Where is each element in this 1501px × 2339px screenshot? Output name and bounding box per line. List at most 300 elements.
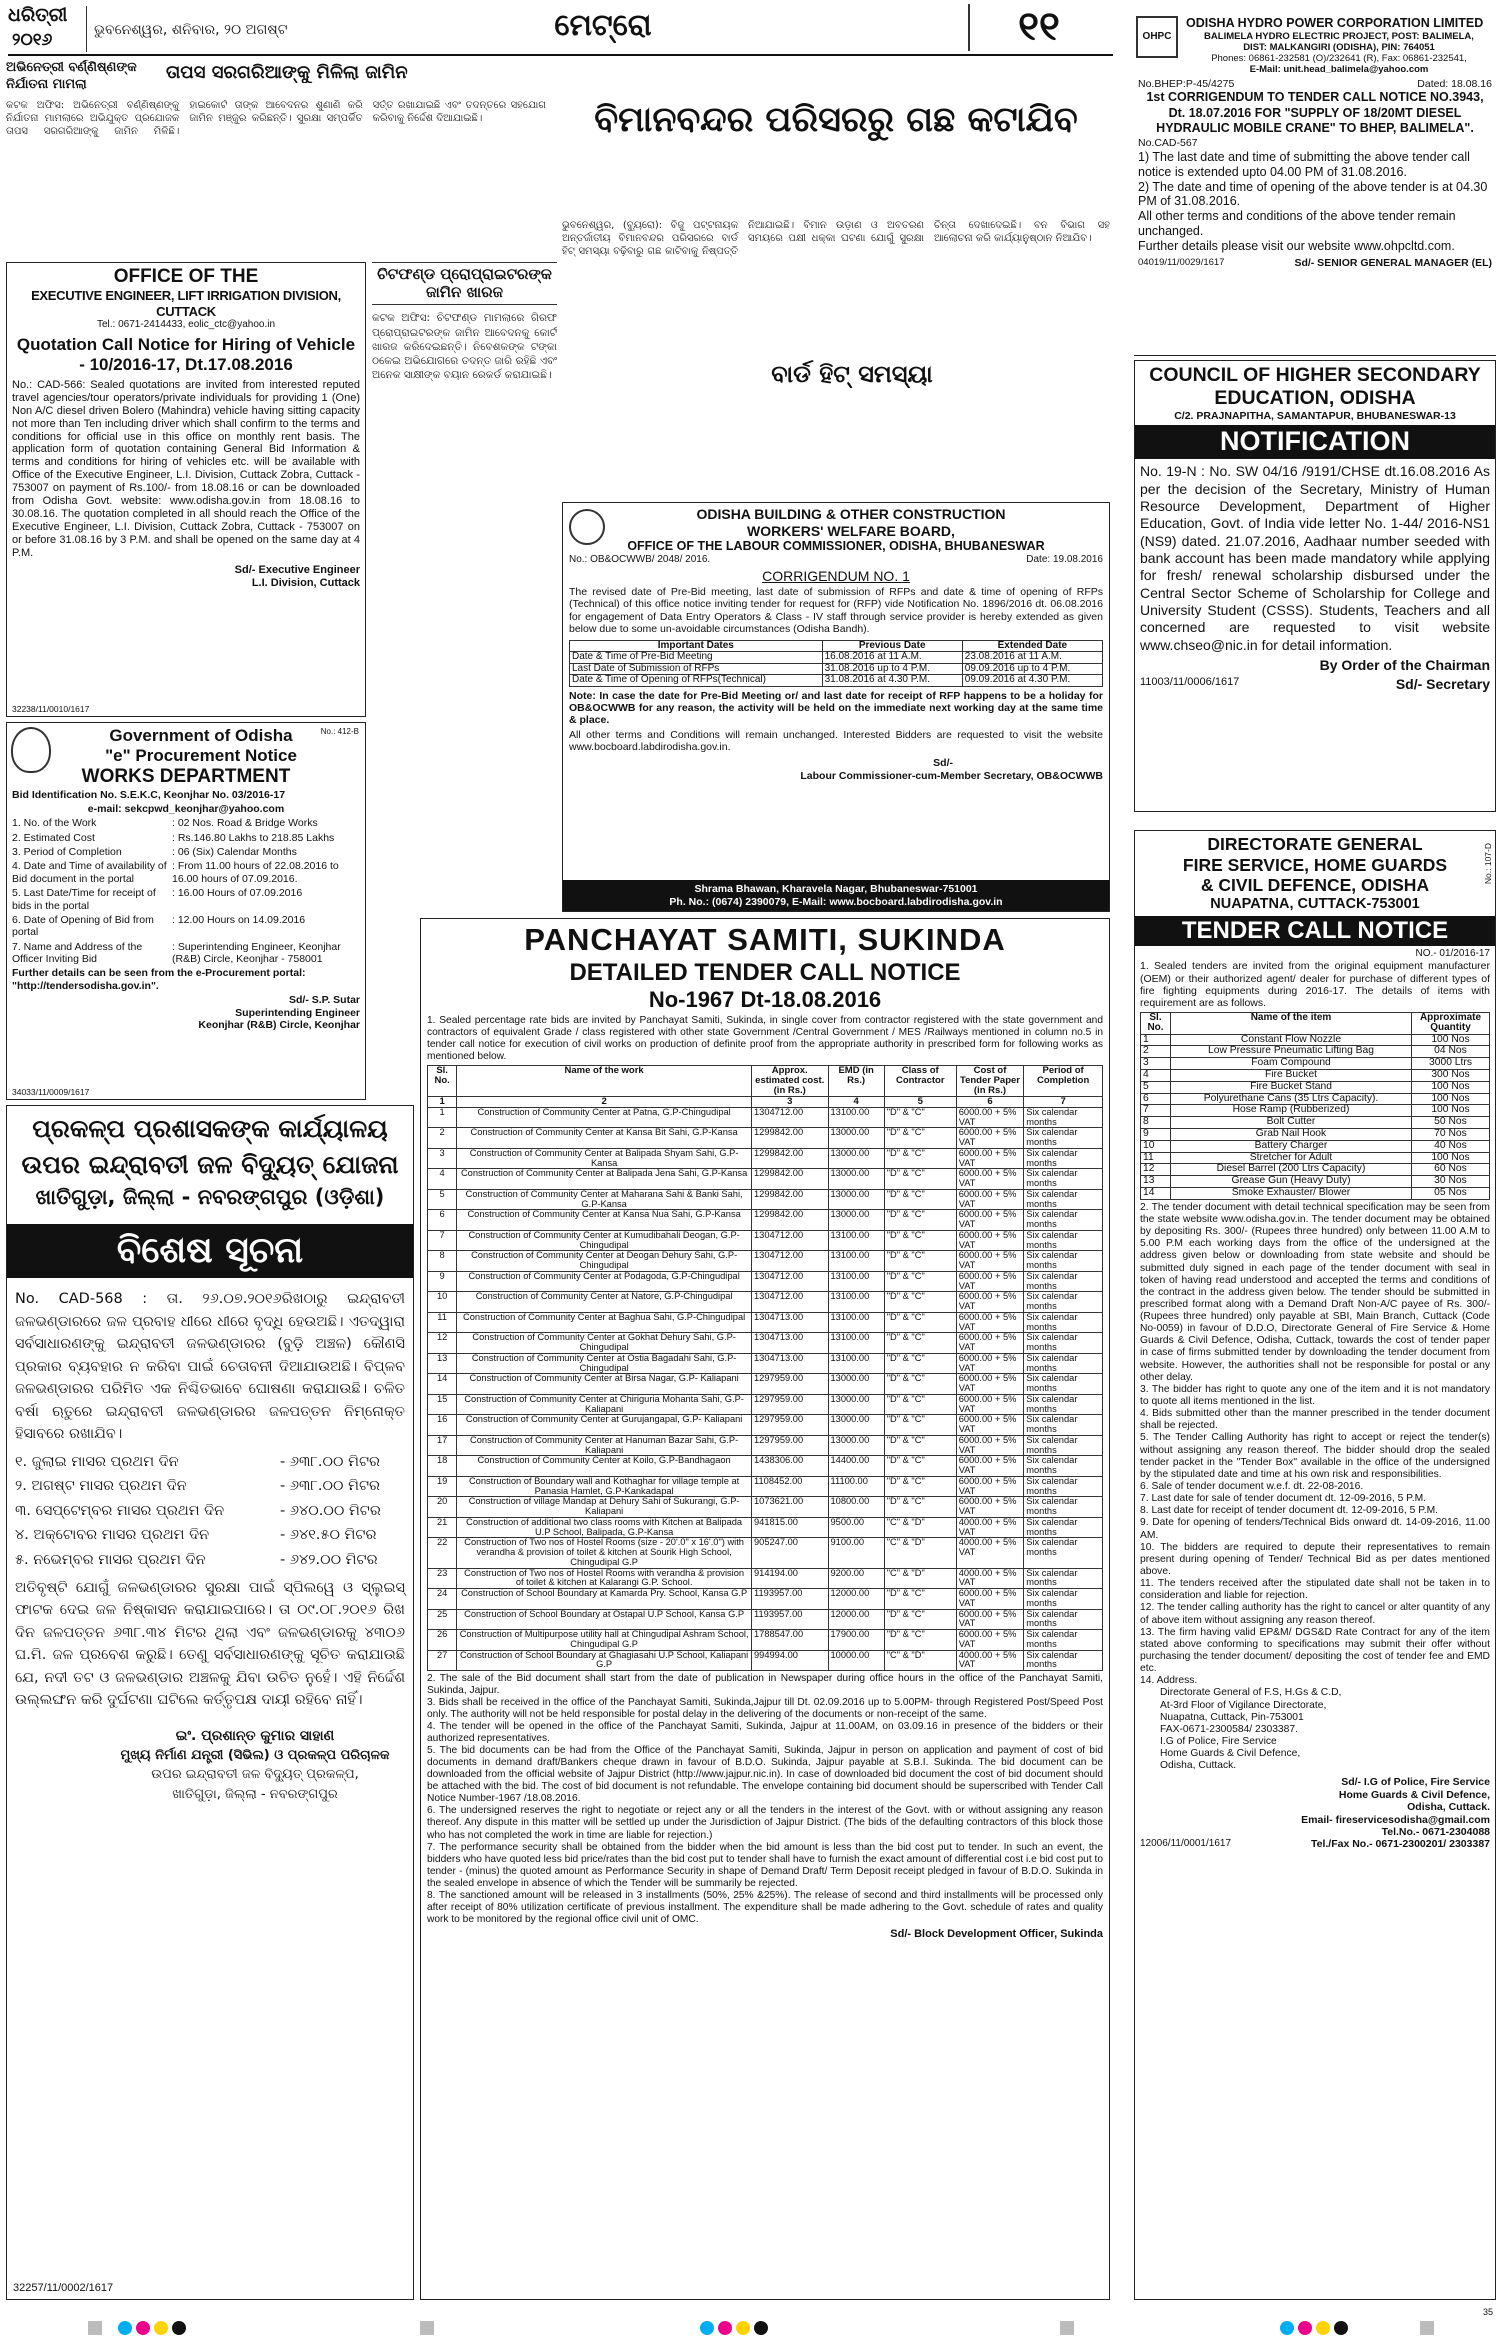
table-cell: Construction of Community Center at Maharana Sahi & Banki Sahi, G.P-Kansa — [457, 1189, 752, 1210]
works-table — [427, 1065, 1103, 1671]
ad-footer: Further details can be seen from the e-Procurement portal: "http://tendersodisha.gov.in". — [12, 967, 306, 992]
story-headline: ତାପସ ସରଗରିଆଙ୍କୁ ମିଳିଲା ଜାମିନ — [166, 62, 408, 83]
clause: 4. Bids submitted other than the manner prescribed in the tender document shall be rejected. — [1140, 1408, 1490, 1432]
section-title: ମେଟ୍ରୋ — [554, 8, 652, 43]
table-cell: 4 — [428, 1169, 457, 1190]
table-cell: Six calendar months — [1024, 1333, 1103, 1354]
table-cell: 11 — [428, 1312, 457, 1333]
ad-code: 32257/11/0002/1617 — [13, 2282, 114, 2295]
table-cell: 4000.00 + 5% VAT — [956, 1538, 1024, 1568]
table-cell: 6000.00 + 5% VAT — [956, 1169, 1024, 1190]
table-cell: 9500.00 — [828, 1517, 884, 1538]
table-cell: 17 — [428, 1435, 457, 1456]
table-cell: Six calendar months — [1024, 1415, 1103, 1436]
table-cell: 31.08.2016 at 4.30 P.M. — [822, 675, 962, 687]
ad-heading: ODISHA HYDRO POWER CORPORATION LIMITED — [1186, 16, 1484, 30]
table-row — [1141, 1081, 1490, 1093]
table-cell: 994994.00 — [752, 1650, 829, 1671]
table-cell: 3 — [1141, 1058, 1171, 1070]
table-cell: 1438306.00 — [752, 1456, 829, 1477]
ad-number: No.BHEP:P-45/4275 — [1138, 77, 1235, 90]
ad-e-procurement — [6, 722, 366, 1100]
table-cell: "C" & "D" — [884, 1568, 956, 1589]
ad-note: Note: In case the date for Pre-Bid Meeting or/ and last date for receipt of RFP happens to be a holiday for OB&OCWWB for any reason, the activity will be held on the immediate next working day at the same time & place. — [569, 689, 1103, 727]
table-cell: "D" & "C" — [884, 1148, 956, 1169]
table-row — [428, 1609, 1103, 1630]
table-cell: 6000.00 + 5% VAT — [956, 1394, 1024, 1415]
table-header: Important Dates — [570, 640, 823, 652]
table-cell: 1297959.00 — [752, 1435, 829, 1456]
ad-code: 34033/11/0009/1617 — [12, 1086, 90, 1097]
table-cell: 40 Nos — [1412, 1140, 1490, 1152]
table-cell: 4000.00 + 5% VAT — [956, 1650, 1024, 1671]
ad-heading-2: WORKERS' WELFARE BOARD, — [747, 522, 955, 539]
table-cell: 6000.00 + 5% VAT — [956, 1609, 1024, 1630]
ad-number: No.: OB&OCWWB/ 2048/ 2016. — [569, 553, 711, 565]
table-cell: 12 — [1141, 1164, 1171, 1176]
table-cell: Six calendar months — [1024, 1374, 1103, 1395]
table-cell: 13100.00 — [828, 1312, 884, 1333]
ad-lift-irrigation — [6, 262, 366, 717]
level-label: ୪. ଅକ୍ଟୋବର ମାସର ପ୍ରଥମ ଦିନ — [15, 1527, 210, 1544]
ad-bid-id: Bid Identification No. S.E.K.C, Keonjhar No. 03/2016-17 — [12, 788, 286, 801]
ad-signatory-office: L.I. Division, Cuttack — [251, 577, 360, 590]
ad-ohpc — [1134, 14, 1496, 356]
table-cell: 13100.00 — [828, 1230, 884, 1251]
table-cell: 13 — [1141, 1176, 1171, 1188]
address-line: Home Guards & Civil Defence, — [1160, 1748, 1301, 1760]
table-cell: 20 — [428, 1497, 457, 1518]
items-table — [1140, 1012, 1490, 1200]
table-cell: Construction of Community Center at Hanuman Bazar Sahi, G.P- Kaliapani — [457, 1435, 752, 1456]
table-cell: 11100.00 — [828, 1476, 884, 1497]
ad-code: 12006/11/0001/1617 — [1140, 1838, 1232, 1850]
table-cell: 25 — [428, 1609, 457, 1630]
table-header: Sl. No. — [428, 1065, 457, 1096]
detail-key: 7. Name and Address of the Officer Inviting Bid — [12, 940, 143, 965]
table-cell: 13000.00 — [828, 1435, 884, 1456]
ad-banner: TENDER CALL NOTICE — [1135, 916, 1495, 946]
level-value: - ୬୪୦.୦୦ ମିଟର — [280, 1502, 381, 1519]
ad-body: No. CAD-568 : ତା. ୨୬.୦୭.୨୦୧୬ରିଖଠାରୁ ଇନ୍ଦ୍ରାବତୀ ଜଳଭଣ୍ଡାରରେ ଜଳ ପ୍ରବାହ ଧୀରେ ଧୀରେ ବୃଦ୍ଧି ହେଉଅଛି। ଏତଦ୍ୱାରା ସର୍ବସାଧାରଣଙ୍କୁ ଇନ୍ଦ୍ରାବତୀ ଜଳଭଣ୍ଡାରର (ବୁଡ଼ି ଅଞ୍ଚଳ) କୌଣସି ପ୍ରକାର ବ୍ୟବହାର ନ କରିବା ପାଇଁ ଚେତାବନୀ ଦିଆଯାଉଅଛି। ବିପ୍ଳବ ଜଳଭଣ୍ଡାରର ପରିମିତ ଏକ ନିଶ୍ଚିତଭାବେ ଘୋଷଣା କରାଯାଉଛି। ଚଳିତ ବର୍ଷା ଋତୁରେ ଇନ୍ଦ୍ରାବତୀ ଜଳଭଣ୍ଡାରର ଜଳପତ୍ତନ ନିମ୍ନୋକ୍ତ ହିସାବରେ ରଖାଯିବ। — [15, 1291, 405, 1443]
ad-signatory-desig: ମୁଖ୍ୟ ନିର୍ମାଣ ଯନ୍ତ୍ରୀ (ସିଭିଲ) ଓ ପ୍ରକଳ୍ପ ପରିଚାଳକ — [120, 1748, 390, 1764]
ad-title: 1st CORRIGENDUM TO TENDER CALL NOTICE NO.3943, Dt. 18.07.2016 FOR "SUPPLY OF 18/20MT DIESEL HYDRAULIC MOBILE CRANE" TO BHEP, BALIMELA". — [1146, 89, 1484, 136]
table-cell: 13000.00 — [828, 1189, 884, 1210]
story-headline: ଚିଟଫଣ୍ଡ ପ୍ରୋପ୍ରାଇଟରଙ୍କ ଜାମିନ ଖାରଜ — [372, 262, 557, 305]
table-cell: Six calendar months — [1024, 1312, 1103, 1333]
table-cell: "D" & "C" — [884, 1333, 956, 1354]
ad-signatory: ଇଂ. ପ୍ରଶାନ୍ତ କୁମାର ସାହାଣ — [175, 1727, 335, 1744]
table-cell: Construction of Community Center at Chiriguria Mohanta Sahi, G.P- Kaliapani — [457, 1394, 752, 1415]
address-line: Odisha, Cuttack. — [1160, 1760, 1237, 1772]
table-cell: "D" & "C" — [884, 1589, 956, 1610]
ad-district: DIST: MALKANGIRI (ODISHA), PIN: 764051 — [1243, 41, 1435, 53]
table-cell: 10 — [428, 1292, 457, 1313]
table-cell: Construction of additional two class rooms with Kitchen at Balipada U.P School, Balipada, G.P-Kansa — [457, 1517, 752, 1538]
water-levels — [7, 1446, 413, 1577]
table-cell: "D" & "C" — [884, 1435, 956, 1456]
ad-note-2: All other terms and Conditions will remain unchanged. Interested Bidders are requested to visit the website www.bocboard.labdirodisha.gov.in. — [569, 728, 1103, 754]
clause: 7. Last date for sale of tender document dt. 12-09-2016, 5 P.M. — [1140, 1493, 1427, 1505]
ad-point-2: 2) The date and time of opening of the above tender is at 04.30 PM of 31.08.2016. — [1138, 179, 1488, 209]
table-cell: 12 — [428, 1333, 457, 1354]
table-row — [428, 1630, 1103, 1651]
detail-value: : Superintending Engineer, Keonjhar (R&B) Circle, Keonjhar - 758001 — [172, 940, 341, 965]
table-cell: Construction of Community Center at Gokhat Dehury Sahi, G.P-Chingudipal — [457, 1333, 752, 1354]
table-cell: Construction of School Boundary at Kamarda Pry. School, Kansa G.P — [457, 1589, 752, 1610]
ad-signatory-place: ଖାତିଗୁଡ଼ା, ଜିଲ୍ଲା - ନବରଙ୍ଗପୁର — [172, 1786, 338, 1802]
table-cell: 30 Nos — [1412, 1176, 1490, 1188]
clause: 6. Sale of tender document w.e.f. dt. 22-08-2016. — [1140, 1481, 1364, 1493]
ad-department: WORKS DEPARTMENT — [81, 766, 291, 788]
table-cell: Six calendar months — [1024, 1271, 1103, 1292]
table-cell: "D" & "C" — [884, 1394, 956, 1415]
table-header: Name of the item — [1171, 1012, 1412, 1034]
table-cell: "D" & "C" — [884, 1189, 956, 1210]
detail-key: 6. Date of Opening of Bid from portal — [12, 913, 154, 939]
table-cell: 13100.00 — [828, 1353, 884, 1374]
table-cell: "D" & "C" — [884, 1271, 956, 1292]
table-row — [428, 1128, 1103, 1149]
table-cell: Six calendar months — [1024, 1210, 1103, 1231]
table-cell: 11 — [1141, 1152, 1171, 1164]
clause: 2. The sale of the Bid document shall start from the date of publication in Newspaper during office hours in the office of the Panchayat Samiti, Sukinda, Jajpur. — [427, 1673, 1103, 1697]
table-header: Previous Date — [822, 640, 962, 652]
table-cell: 6 — [428, 1210, 457, 1231]
table-cell: 7 — [1141, 1105, 1171, 1117]
table-cell: 1108452.00 — [752, 1476, 829, 1497]
table-row — [428, 1210, 1103, 1231]
ad-heading: PANCHAYAT SAMITI, SUKINDA — [524, 922, 1006, 957]
table-row — [428, 1333, 1103, 1354]
ad-heading-2: FIRE SERVICE, HOME GUARDS — [1182, 854, 1448, 875]
table-cell: Construction of Community Center at Ostia Bagadahi Sahi, G.P-Chingudipal — [457, 1353, 752, 1374]
table-cell: 1304712.00 — [752, 1271, 829, 1292]
table-cell: "D" & "C" — [884, 1476, 956, 1497]
table-cell: 1073621.00 — [752, 1497, 829, 1518]
table-cell: 13000.00 — [828, 1210, 884, 1231]
table-header: 4 — [828, 1096, 884, 1107]
detail-value: : 16.00 Hours of 07.09.2016 — [172, 887, 303, 900]
table-header: Approx. estimated cost. (in Rs.) — [752, 1065, 829, 1096]
ad-signatory: Sd/- S.P. Sutar — [289, 994, 360, 1007]
paper-logo: ଧରିତ୍ରୀ — [8, 4, 68, 26]
table-row — [1141, 1152, 1490, 1164]
table-cell: Construction of Community Center at Koilo, G.P-Bandhagaon — [457, 1456, 752, 1477]
ad-date: Dated: 18.08.16 — [1417, 77, 1492, 90]
issue-date: ଭୁବନେଶ୍ୱର, ଶନିବାର, ୨୦ ଅଗଷ୍ଟ — [94, 22, 288, 38]
table-row — [1141, 1070, 1490, 1082]
table-cell: Construction of Community Center at Baghua Sahi, G.P-Chingudipal — [457, 1312, 752, 1333]
clause: 8. The sanctioned amount will be released in 3 installments (50%, 25% &25%). The release of second and third installments will be processed only after receipt of 80% utilization certificate of previous installment. The expenditure shall be made adhering to the Govt. schedule of rates and quality work to be monitored by the regional office civil unit of OMC. — [427, 1889, 1103, 1925]
ad-signatory: Sd/- Block Development Officer, Sukinda — [890, 1927, 1103, 1940]
table-header: Approximate Quantity — [1412, 1012, 1490, 1034]
table-cell: 6000.00 + 5% VAT — [956, 1189, 1024, 1210]
table-cell: 6000.00 + 5% VAT — [956, 1476, 1024, 1497]
ad-email: e-mail: sekcpwd_keonjhar@yahoo.com — [87, 802, 285, 815]
table-cell: Construction of Boundary wall and Kothaghar for village temple at Panasia Hamlet, G.P-Kankadapal — [457, 1476, 752, 1497]
table-row — [428, 1650, 1103, 1671]
table-cell: "C" & "D" — [884, 1517, 956, 1538]
table-cell: 9 — [428, 1271, 457, 1292]
table-cell: 6000.00 + 5% VAT — [956, 1589, 1024, 1610]
table-cell: Construction of Community Center at Kumudibahali Deogan, G.P-Chingudipal — [457, 1230, 752, 1251]
clause: 13. The firm having valid EP&M/ DGS&D Rate Contract for any of the item stated above conforming to specifications may submit their offer without purchasing the tender document/ depositing the cost of tender fee and EMD etc. — [1140, 1626, 1490, 1675]
table-cell: 1299842.00 — [752, 1148, 829, 1169]
table-cell: 24 — [428, 1589, 457, 1610]
table-row — [1141, 1034, 1490, 1046]
table-row — [428, 1271, 1103, 1292]
story-body: ଭୁବନେଶ୍ୱର, (ବ୍ୟୁରୋ): ବିଜୁ ପଟ୍ଟନାୟକ ଅନ୍ତର୍ଜାତୀୟ ବିମାନବନ୍ଦର ପରିସରରେ ବାର୍ଡ ହିଟ୍ ସମସ୍ୟା ବଢ଼ିବାରୁ ଗଛ କାଟିବାକୁ ନିଷ୍ପତ୍ତି ନିଆଯାଇଛି। ବିମାନ ଉଡ଼ାଣ ଓ ଅବତରଣ ସମୟରେ ପକ୍ଷୀ ଧକ୍କା ଘଟଣା ଯୋଗୁଁ ସୁରକ୍ଷା ଚିନ୍ତା ଦେଖାଦେଇଛି। ବନ ବିଭାଗ ସହ ଆଲୋଚନା କରି କାର୍ଯ୍ୟାନୁଷ୍ଠାନ ନିଆଯିବ। — [562, 220, 1110, 257]
table-cell: 6000.00 + 5% VAT — [956, 1333, 1024, 1354]
table-header: Period of Completion — [1024, 1065, 1103, 1096]
odisha-emblem-icon — [11, 727, 51, 773]
ad-gov: Government of Odisha — [109, 726, 293, 745]
table-cell: 10000.00 — [828, 1650, 884, 1671]
table-cell: "D" & "C" — [884, 1312, 956, 1333]
table-cell: Construction of Two nos of Hostel Rooms (size - 20'.0" x 16'.0") with verandha & provision of toilet & kitchen at Sourik High School, Chingudipal G.P — [457, 1538, 752, 1568]
ad-body-2: ଅତିବୃଷ୍ଟି ଯୋଗୁଁ ଜଳଭଣ୍ଡାରର ସୁରକ୍ଷା ପାଇଁ ସ୍ପିଲୱେ ଓ ସ୍ଲୁଇସ୍ ଫାଟକ ଦେଇ ଜଳ ନିଷ୍କାସନ କରାଯାଇପାରେ। ତା ୦୯.୦୮.୨୦୧୬ ରିଖ ଦିନ ଜଳପତ୍ତନ ୬୩୮.୩୪ ମିଟର ଥିଲା ଏବଂ ଜଳଭଣ୍ଡାରକୁ ୪୩୦୬ ଘ.ମି. ଜଳ ପ୍ରବେଶ କରୁଛି। ତେଣୁ ସର୍ବସାଧାରଣଙ୍କୁ ସୂଚିତ କରାଯାଉଛି ଯେ, ନଦୀ ତଟ ଓ ଜଳଭଣ୍ଡାର ଅଞ୍ଚଳକୁ ଯିବା ଉଚିତ ନୁହେଁ। ଏହି ନିର୍ଦ୍ଦେଶ ଉଲ୍ଲଙ୍ଘନ କରି ଦୁର୍ଘଟଣା ଘଟିଲେ କର୍ତ୍ତୃପକ୍ଷ ଦାୟୀ ରହିବେ ନାହିଁ। — [15, 1579, 405, 1709]
table-cell: 1297959.00 — [752, 1374, 829, 1395]
ad-signatory: Sd/- — [933, 757, 953, 770]
page-number: ୧୧ — [968, 4, 1108, 51]
news-story-airport — [562, 60, 1110, 500]
ad-number: No.: 412-B — [320, 727, 359, 736]
table-cell: 6000.00 + 5% VAT — [956, 1251, 1024, 1272]
table-row — [1141, 1164, 1490, 1176]
table-row — [428, 1230, 1103, 1251]
table-cell: 6000.00 + 5% VAT — [956, 1107, 1024, 1128]
table-cell: Construction of School Boundary at Ghagiasahi U.P School, Kaliapani G.P — [457, 1650, 752, 1671]
table-cell: 14400.00 — [828, 1456, 884, 1477]
table-cell: Six calendar months — [1024, 1128, 1103, 1149]
table-cell: Polyurethane Cans (35 Ltrs Capacity). — [1171, 1093, 1412, 1105]
table-cell: Six calendar months — [1024, 1650, 1103, 1671]
table-cell: 6 — [1141, 1093, 1171, 1105]
ad-heading: ODISHA BUILDING & OTHER CONSTRUCTION — [696, 506, 1006, 522]
ad-code: 32238/11/0010/1617 — [12, 703, 90, 714]
ad-clauses — [1140, 1202, 1490, 1688]
ad-chse — [1134, 360, 1496, 812]
table-cell: 23 — [428, 1568, 457, 1589]
table-cell: 70 Nos — [1412, 1129, 1490, 1141]
table-cell: Last Date of Submission of RFPs — [570, 663, 823, 675]
ad-signatory-2: Home Guards & Civil Defence, — [1338, 1788, 1490, 1801]
table-cell: 27 — [428, 1650, 457, 1671]
table-cell: 13000.00 — [828, 1169, 884, 1190]
table-cell: 4000.00 + 5% VAT — [956, 1568, 1024, 1589]
table-cell: Six calendar months — [1024, 1353, 1103, 1374]
table-cell: 9200.00 — [828, 1568, 884, 1589]
table-cell: 12000.00 — [828, 1589, 884, 1610]
ad-telfax: Tel./Fax No.- 0671-2300201/ 2303387 — [1310, 1838, 1490, 1851]
ad-code: 11003/11/0006/1617 — [1140, 675, 1240, 688]
table-row — [428, 1415, 1103, 1436]
ad-office: OFFICE OF THE LABOUR COMMISSIONER, ODISHA, BHUBANESWAR — [627, 539, 1045, 554]
table-cell: Six calendar months — [1024, 1609, 1103, 1630]
table-cell: 6000.00 + 5% VAT — [956, 1497, 1024, 1518]
table-cell: 6000.00 + 5% VAT — [956, 1230, 1024, 1251]
table-cell: 2 — [428, 1128, 457, 1149]
detail-key: 2. Estimated Cost — [12, 831, 95, 844]
detail-value: : 06 (Six) Calendar Months — [172, 846, 297, 858]
table-cell: 6000.00 + 5% VAT — [956, 1630, 1024, 1651]
clause: 12. The tender calling authority has the right to cancel or alter quantity of any of above item without assigning any reason thereof. — [1140, 1602, 1490, 1626]
table-cell: 13100.00 — [828, 1107, 884, 1128]
table-cell: Six calendar months — [1024, 1251, 1103, 1272]
table-cell: 10800.00 — [828, 1497, 884, 1518]
ad-signatory-office: ଉପର ଇନ୍ଦ୍ରାବତୀ ଜଳ ବିଦ୍ୟୁତ୍ ପ୍ରକଳ୍ପ, — [151, 1767, 359, 1783]
table-cell: "D" & "C" — [884, 1630, 956, 1651]
ad-date: Date: 19.08.2016 — [1026, 553, 1103, 565]
detail-value: : Rs.146.80 Lakhs to 218.85 Lakhs — [172, 831, 335, 844]
table-cell: 6000.00 + 5% VAT — [956, 1456, 1024, 1477]
board-seal-icon — [569, 509, 605, 545]
table-cell: 1299842.00 — [752, 1128, 829, 1149]
table-row — [428, 1353, 1103, 1374]
table-cell: Six calendar months — [1024, 1568, 1103, 1589]
table-row — [570, 652, 1103, 664]
address-line: I.G of Police, Fire Service — [1160, 1735, 1277, 1747]
table-cell: Construction of Community Center at Balipada Jena Sahi, G.P-Kansa — [457, 1169, 752, 1190]
table-cell: Construction of village Mandap at Dehury Sahi of Sukurangi, G.P- Kaliapani — [457, 1497, 752, 1518]
table-cell: 914194.00 — [752, 1568, 829, 1589]
ad-indravati — [6, 1105, 414, 2300]
table-cell: Grease Gun (Heavy Duty) — [1171, 1176, 1412, 1188]
table-row — [428, 1169, 1103, 1190]
table-row — [570, 675, 1103, 687]
table-cell: Construction of Community Center at Kansa Bit Sahi, G.P-Kansa — [457, 1128, 752, 1149]
table-cell: Smoke Exhauster/ Blower — [1171, 1188, 1412, 1200]
table-cell: Six calendar months — [1024, 1107, 1103, 1128]
table-cell: 1 — [1141, 1034, 1171, 1046]
ad-email: Email- fireservicesodisha@gmail.com — [1301, 1813, 1490, 1826]
ad-office: EXECUTIVE ENGINEER, LIFT IRRIGATION DIVISION, CUTTACK — [31, 288, 341, 319]
table-cell: Six calendar months — [1024, 1589, 1103, 1610]
ad-point-3: All other terms and conditions of the above tender remain unchanged. — [1138, 209, 1456, 238]
table-cell: 5 — [1141, 1081, 1171, 1093]
clause: 14. Address. — [1140, 1675, 1198, 1687]
table-cell: 2 — [1141, 1046, 1171, 1058]
table-cell: 04 Nos — [1412, 1046, 1490, 1058]
page-folio: 35 — [1482, 2307, 1493, 2317]
table-cell: 09.09.2016 up to 4 P.M. — [962, 663, 1102, 675]
ad-title: Quotation Call Notice for Hiring of Vehicle - 10/2016-17, Dt.17.08.2016 — [16, 334, 356, 375]
table-cell: 16 — [428, 1415, 457, 1436]
ad-title: CORRIGENDUM NO. 1 — [762, 567, 910, 584]
table-cell: "D" & "C" — [884, 1292, 956, 1313]
ad-intro: 1. Sealed tenders are invited from the original equipment manufacturer (OEM) or their authorized agent/ dealer for purchase of different types of fire fighting equipments during 2016-17. The details of items with requirement are as follows. — [1140, 960, 1490, 1010]
table-row — [428, 1476, 1103, 1497]
ad-heading: ପ୍ରକଳ୍ପ ପ୍ରଶାସକଙ୍କ କାର୍ଯ୍ୟାଳୟ — [32, 1114, 388, 1143]
table-cell: Six calendar months — [1024, 1497, 1103, 1518]
ad-signatory-office: Keonjhar (R&B) Circle, Keonjhar — [198, 1018, 360, 1031]
table-cell: 23.08.2016 at 11 A.M. — [962, 652, 1102, 664]
table-cell: 13000.00 — [828, 1128, 884, 1149]
ad-sukinda-tender — [420, 918, 1110, 2300]
table-cell: Six calendar months — [1024, 1230, 1103, 1251]
table-cell: 17900.00 — [828, 1630, 884, 1651]
clause: 2. The tender document with detail technical specification may be seen from the state website www.odisha.gov.in. The tender document may be obtained by depositing Rs. 300/- (Rupees three hundred) only between 11.00 A.M to 5.00 P.M each working days from the office of the undersigned at the address given below or downloading from state website and should be submitted duly signed in each page of the tender document with seal in token of having read understood and accepted the terms and conditions of the contract in the address given below. The tender should be submitted in prescribed format along with a Demand Draft Non-A/C payee of Rs. 300/- (Rupees three hundred) only payable at SBI, Main Branch, Cuttack (Code No-0059) in favour of D.D.O, Directorate General of Fire Service & Home Guards & Civil Defence, Odisha, Cuttack, towards the cost of tender paper in case of firms submitted tender by downloading the tender document from website. However, the authorities shall not be responsible for postal or any other delay. — [1140, 1201, 1490, 1383]
table-cell: Grab Nail Hook — [1171, 1129, 1412, 1141]
ad-side-number: No.: 107-D — [1482, 843, 1493, 885]
detail-key: 3. Period of Completion — [12, 846, 122, 858]
clause: 7. The performance security shall be obtained from the bidder when the bid amount is less than the bid cost put to tender. In such an event, the bidders who have quoted less bid price/rates than the bid cost put to tender shall have to furnish the exact amount of differential cost i.e bid cost put to tender - (minus) the quoted amount as Performance Security in shape of Demand Draft/ Term Deposit receipt pledged in favour of B.D.O. Sukinda in the sealed envelope in absence of which the Tender will be summarily be rejected. — [427, 1841, 1103, 1889]
table-row — [428, 1312, 1103, 1333]
table-header: 2 — [457, 1096, 752, 1107]
table-cell: 10 — [1141, 1140, 1171, 1152]
ad-details — [12, 817, 360, 965]
table-row — [1141, 1140, 1490, 1152]
ad-signatory: Sd/- Executive Engineer — [234, 564, 360, 577]
table-cell: 1304712.00 — [752, 1230, 829, 1251]
table-cell: 13100.00 — [828, 1251, 884, 1272]
table-row — [428, 1456, 1103, 1477]
table-header: Class of Contractor — [884, 1065, 956, 1096]
ad-order: By Order of the Chairman — [1319, 657, 1490, 674]
ad-number: NO.- 01/2016-17 — [1415, 948, 1490, 960]
table-cell: Date & Time of Pre-Bid Meeting — [570, 652, 823, 664]
table-cell: 1297959.00 — [752, 1394, 829, 1415]
table-cell: 100 Nos — [1412, 1034, 1490, 1046]
ad-heading: DIRECTORATE GENERAL — [1207, 834, 1423, 854]
table-cell: 1299842.00 — [752, 1210, 829, 1231]
ad-banner: ବିଶେଷ ସୂଚନା — [7, 1224, 413, 1278]
story-kicker-2: ନିର୍ଯାତନା ମାମଲା — [6, 77, 87, 92]
table-cell: 4000.00 + 5% VAT — [956, 1517, 1024, 1538]
ad-code: 04019/11/0029/1617 — [1138, 257, 1225, 269]
table-cell: 3000 Ltrs — [1412, 1058, 1490, 1070]
ad-footer — [563, 880, 1109, 911]
ad-intro: 1. Sealed percentage rate bids are invited by Panchayat Samiti, Sukinda, in single cover from contractor registered with the state government and contractors of equivalent Grade / class registered with other state Government /Central Government / MES /Railways mentioned in column no.5 in tender call notice for execution of civil works on production of definite proof from the appropriate authority in prescribed form for following works as mentioned below. — [427, 1014, 1103, 1062]
ad-heading-2: EDUCATION, ODISHA — [1214, 387, 1416, 409]
table-cell: 100 Nos — [1412, 1152, 1490, 1164]
story-subhead: ବାର୍ଡ ହିଟ୍ ସମସ୍ୟା — [732, 360, 972, 388]
table-cell: Stretcher for Adult — [1171, 1152, 1412, 1164]
table-cell: "D" & "C" — [884, 1374, 956, 1395]
clause: 3. The bidder has right to quote any one of the item and it is not mandatory to quote all items mentioned in the list. — [1140, 1383, 1490, 1408]
level-value: - ୬୩୮.୦୦ ମିଟର — [280, 1478, 381, 1495]
address-line: Nuapatna, Cuttack, Pin-753001 — [1160, 1711, 1304, 1723]
table-cell: Six calendar months — [1024, 1148, 1103, 1169]
table-cell: Construction of Community Center at Balipada Shyam Sahi, G.P-Kansa — [457, 1148, 752, 1169]
table-cell: 1 — [428, 1107, 457, 1128]
table-cell: 3 — [428, 1148, 457, 1169]
table-cell: 1304713.00 — [752, 1333, 829, 1354]
table-header: 1 — [428, 1096, 457, 1107]
clause: 10. The bidders are required to depute their representatives to remain present during opening of Tender/ Technical Bid as per dates mentioned above. — [1140, 1541, 1490, 1578]
table-row — [1141, 1129, 1490, 1141]
ad-address: C/2. PRAJNAPITHA, SAMANTAPUR, BHUBANESWAR-13 — [1174, 410, 1456, 422]
table-cell: 6000.00 + 5% VAT — [956, 1435, 1024, 1456]
ad-signatory: Sd/- Secretary — [1395, 675, 1490, 692]
table-cell: Construction of Community Center at Deogan Dehury Sahi, G.P-Chingudipal — [457, 1251, 752, 1272]
dates-table — [569, 640, 1103, 687]
table-cell: "D" & "C" — [884, 1415, 956, 1436]
table-cell: "D" & "C" — [884, 1107, 956, 1128]
table-cell: 6000.00 + 5% VAT — [956, 1292, 1024, 1313]
table-row — [428, 1497, 1103, 1518]
table-cell: 12000.00 — [828, 1609, 884, 1630]
clause: 3. Bids shall be received in the office of the Panchayat Samiti, Sukinda,Jajpur till Dt. 02.09.2016 up to 5.00PM- through Registered Post/Speed Post only. The authority will not be held responsible for postal delay in the delivering of the documents or non-receipt of the same. — [427, 1697, 1103, 1721]
table-cell: Battery Charger — [1171, 1140, 1412, 1152]
table-row — [428, 1107, 1103, 1128]
table-header: Extended Date — [962, 640, 1102, 652]
table-cell: 21 — [428, 1517, 457, 1538]
table-cell: Six calendar months — [1024, 1517, 1103, 1538]
table-cell: "D" & "C" — [884, 1353, 956, 1374]
table-cell: Fire Bucket — [1171, 1070, 1412, 1082]
